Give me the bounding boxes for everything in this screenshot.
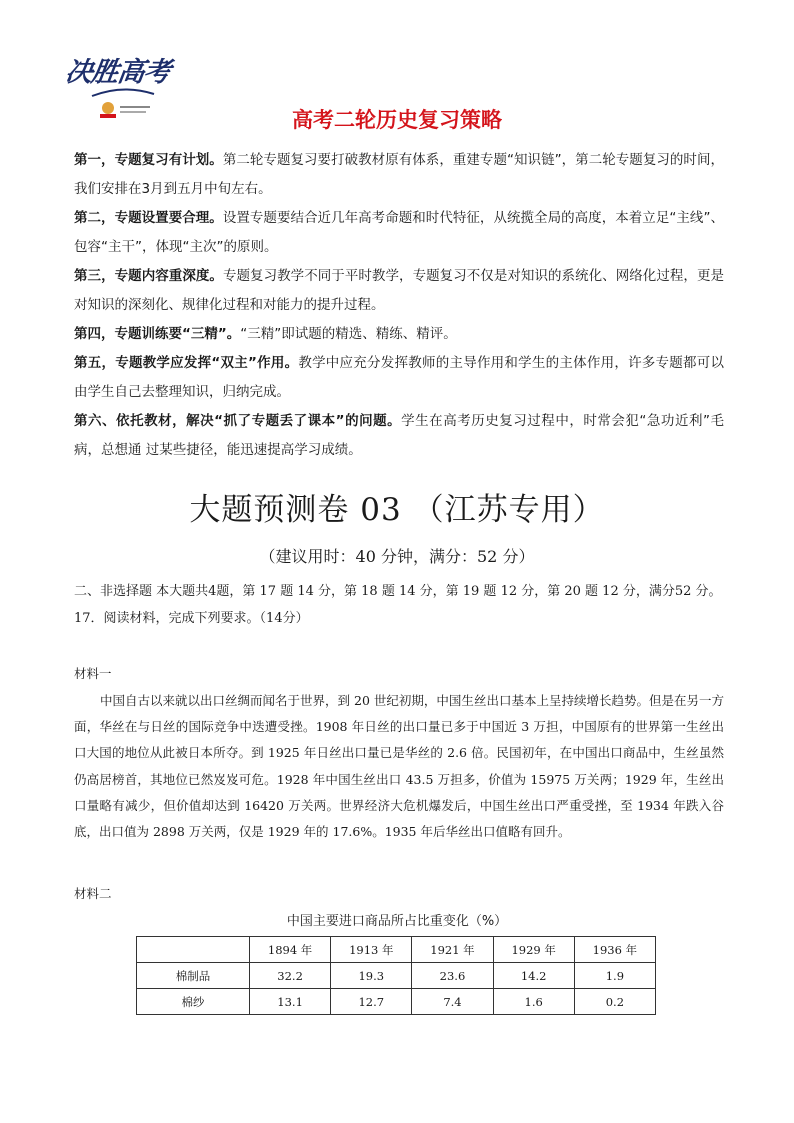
column-header: 1894 年: [250, 937, 331, 963]
strategy-item: 第五，专题教学应发挥“双主”作用。教学中应充分发挥教师的主导作用和学生的主体作用，许多专题都可以由学生自己去整理知识，归纳完成。: [74, 355, 725, 400]
row-label: 棉纱: [137, 989, 250, 1015]
question-section: [74, 578, 724, 632]
logo-text: 决胜高考: [63, 57, 172, 88]
table-cell: 32.2: [250, 963, 331, 989]
import-share-table: [136, 936, 656, 1015]
exam-subtitle: （建议用时：40 分钟，满分：52 分）: [259, 547, 535, 566]
table-caption: 中国主要进口商品所占比重变化（%）: [286, 914, 508, 929]
table-cell: 1.6: [493, 989, 574, 1015]
row-label: 棉制品: [137, 963, 250, 989]
strategy-item: 第一，专题复习有计划。第二轮专题复习要打破教材原有体系，重建专题“知识链”，第二轮专题复习的时间，我们安排在3月到五月中旬左右。: [74, 152, 724, 197]
table-cell: 13.1: [250, 989, 331, 1015]
table-row: [137, 989, 656, 1015]
table-cell: 7.4: [412, 989, 493, 1015]
table-cell: 1.9: [574, 963, 655, 989]
table-row: [137, 963, 656, 989]
table-cell: 12.7: [331, 989, 412, 1015]
table-header-row: [137, 937, 656, 963]
question-prompt: 17．阅读材料，完成下列要求。（14分）: [74, 611, 309, 626]
table-cell: 19.3: [331, 963, 412, 989]
column-header: 1913 年: [331, 937, 412, 963]
document-title: 高考二轮历史复习策略: [292, 108, 502, 132]
strategy-item: 第二，专题设置要合理。设置专题要结合近几年高考命题和时代特征，从统揽全局的高度，本着立足“主线”、包容“主干”，体现“主次”的原则。: [74, 210, 724, 255]
material2-label: 材料二: [74, 886, 112, 901]
column-header: 1936 年: [574, 937, 655, 963]
table-cell: 23.6: [412, 963, 493, 989]
column-header: 1921 年: [412, 937, 493, 963]
strategy-list: [74, 146, 724, 465]
exam-title: 大题预测卷 03 （江苏专用）: [189, 492, 605, 528]
strategy-item: 第三，专题内容重深度。专题复习教学不同于平时教学，专题复习不仅是对知识的系统化、网络化过程，更是对知识的深刻化、规律化过程和对能力的提升过程。: [74, 268, 724, 313]
section-heading: 二、非选择题 本大题共4题，第 17 题 14 分，第 18 题 14 分，第 19 题 12 分，第 20 题 12 分，满分52 分。: [74, 584, 722, 599]
strategy-item: 第六、依托教材，解决“抓了专题丢了课本”的问题。学生在高考历史复习过程中，时常会犯“急功近利”毛病，总想通 过某些捷径，能迅速提高学习成绩。: [74, 413, 724, 458]
strategy-item: 第四，专题训练要“三精”。“三精”即试题的精选、精练、精评。: [74, 326, 457, 342]
table-cell: 0.2: [574, 989, 655, 1015]
table-corner-cell: [137, 937, 250, 963]
material1-label: 材料一: [74, 666, 112, 681]
material1-body: 中国自古以来就以出口丝绸而闻名于世界，到 20 世纪初期，中国生丝出口基本上呈持续增长趋势。但是在另一方面，华丝在与日丝的国际竞争中迭遭受挫。1908 年日丝的出口量已多于中国近 3 万担，中国原有的世界第一生丝出口大国的地位从此被日本所夺。到 1925 年日丝出口量已是华丝的 2.6 倍。民国初年，在中国出口商品中，生丝虽然仍高居榜首，其地位已然岌岌可危。1928 年中国生丝出口 43.5 万担多，价值为 15975 万关两；1929 年，生丝出口量略有减少，但价值却达到 16420 万关两。世界经济大危机爆发后，中国生丝出口严重受挫，至 1934 年跌入谷底，出口值为 2898 万关两，仅是 1929 年的 17.6%。1935 年后华丝出口值略有回升。: [74, 693, 724, 840]
table-cell: 14.2: [493, 963, 574, 989]
column-header: 1929 年: [493, 937, 574, 963]
